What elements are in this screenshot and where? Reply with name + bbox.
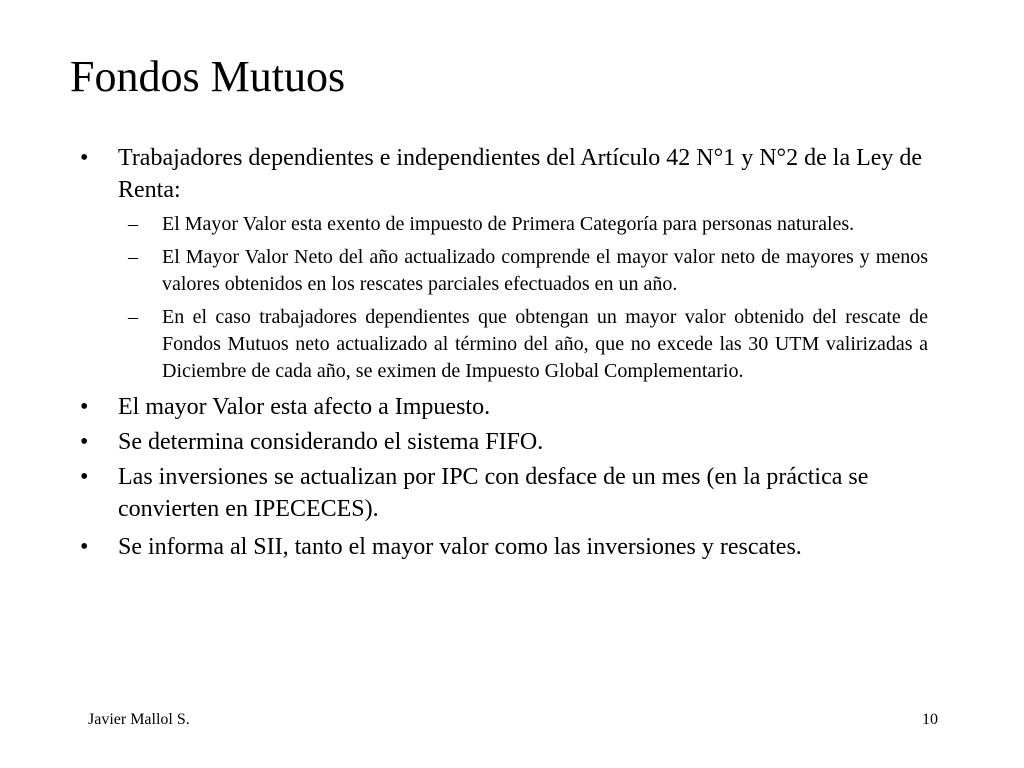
bullet-item	[80, 142, 940, 206]
sub-bullet-item	[80, 304, 928, 385]
bullet-text: Se informa al SII, tanto el mayor valor como las inversiones y rescates.	[118, 534, 802, 560]
dash-icon: –	[128, 213, 138, 235]
bullet-text: Se determina considerando el sistema FIFO.	[118, 429, 544, 455]
bullet-item	[80, 531, 940, 563]
sub-bullet-item	[80, 211, 928, 238]
bullet-icon: •	[80, 145, 89, 171]
slide-content	[80, 142, 940, 566]
sub-bullet-text: El Mayor Valor esta exento de impuesto de Primera Categoría para personas naturales.	[162, 213, 855, 235]
bullet-text: El mayor Valor esta afecto a Impuesto.	[118, 394, 491, 420]
bullet-icon: •	[80, 534, 89, 560]
sub-bullet-item	[80, 244, 928, 298]
sub-bullet-text: El Mayor Valor Neto del año actualizado comprende el mayor valor neto de mayores y menos valores obtenidos en los rescates parciales efectuados en un año.	[162, 246, 928, 295]
bullet-icon: •	[80, 429, 89, 455]
slide-title: Fondos Mutuos	[70, 52, 346, 101]
bullet-item	[80, 426, 940, 458]
sub-bullet-list	[80, 211, 940, 385]
bullet-item	[80, 461, 940, 525]
sub-bullet-text: En el caso trabajadores dependientes que obtengan un mayor valor obtenido del rescate de Fondos Mutuos neto actualizado al término del año, que no excede las 30 UTM valirizadas a Diciembre de cada año, se eximen de Impuesto Global Complementario.	[162, 306, 928, 382]
bullet-icon: •	[80, 394, 89, 420]
dash-icon: –	[128, 306, 138, 328]
dash-icon: –	[128, 246, 138, 268]
bullet-item	[80, 391, 940, 423]
bullet-text: Trabajadores dependientes e independientes del Artículo 42 N°1 y N°2 de la Ley de Renta:	[118, 145, 923, 203]
bullet-text: Las inversiones se actualizan por IPC con desface de un mes (en la práctica se convierten en IPECECES).	[118, 464, 869, 522]
bullet-icon: •	[80, 464, 89, 490]
footer-page-number: 10	[922, 711, 938, 728]
footer-author: Javier Mallol S.	[88, 711, 190, 728]
